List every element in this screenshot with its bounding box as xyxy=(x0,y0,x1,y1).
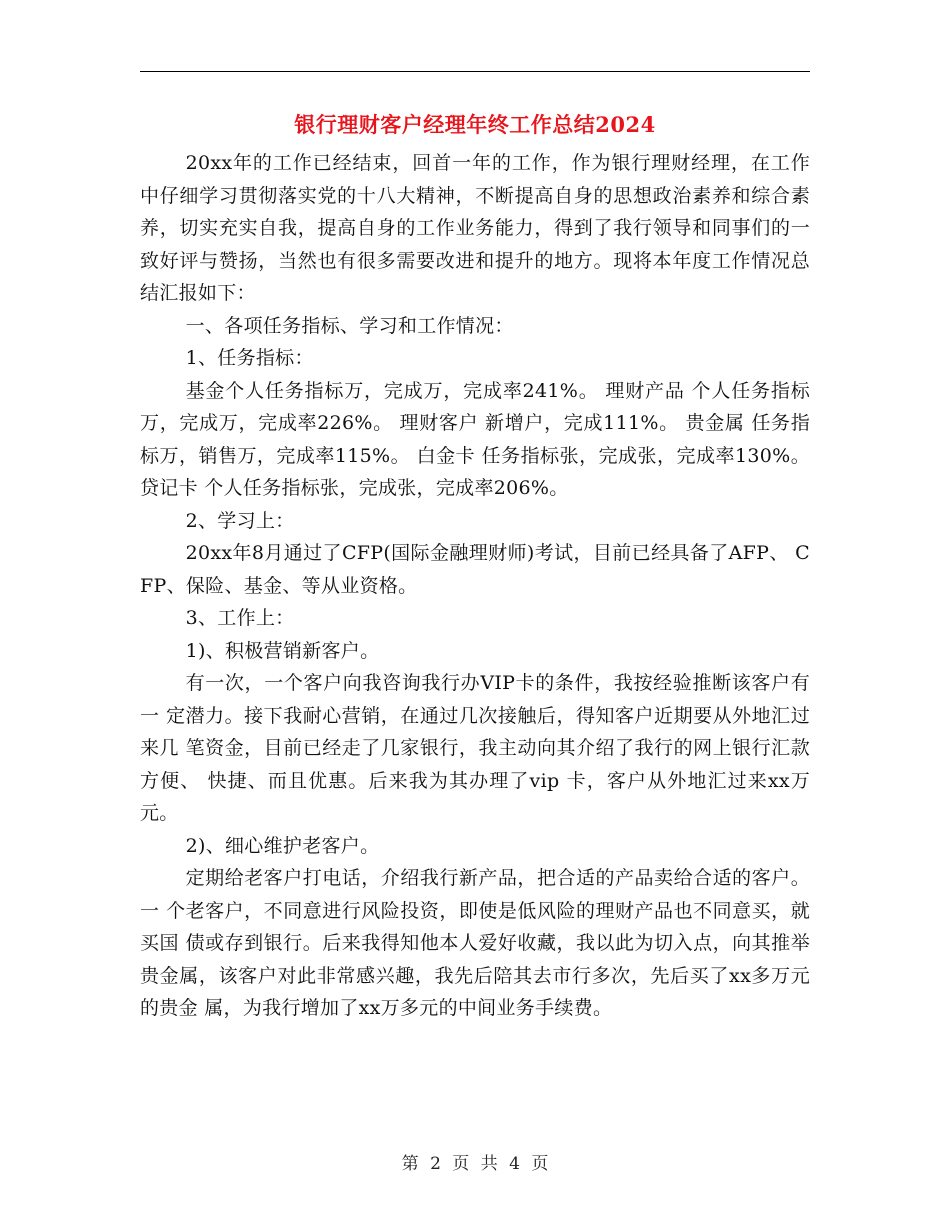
subheading-new-customers: 1)、积极营销新客户。 xyxy=(185,639,380,662)
paragraph-new-customers: 有一次，一个客户向我咨询我行办VIP卡的条件，我按经验推断该客户有一 定潜力。接下我耐心营销，在通过几次接触后，得知客户近期要从外地汇过来几 笔资金，目前已经走了几家银行，我主动向其介绍了我行的网上银行汇款方便、 快捷、而且优惠。后来我为其办理了vip 卡，客户从外地汇过来xx万元。 xyxy=(140,672,810,824)
subheading-old-customers: 2)、细心维护老客户。 xyxy=(185,834,380,857)
paragraph-task-targets: 基金个人任务指标万，完成万，完成率241%。 理财产品 个人任务指标万，完成万，完成率226%。 理财客户 新增户，完成111%。 贵金属 任务指标万，销售万，完成率115%。 白金卡 任务指标张，完成张，完成率130%。贷记卡 个人任务指标张，完成张，完成率206%。 xyxy=(140,379,810,499)
paragraph-old-customers: 定期给老客户打电话，介绍我行新产品，把合适的产品卖给合适的客户。一 个老客户，不同意进行风险投资，即使是低风险的理财产品也不同意买，就买国 债或存到银行。后来我得知他本人爱好收藏，我以此为切入点，向其推举贵金属，该客户对此非常感兴趣，我先后陪其去市行多次，先后买了xx多万元的贵金 属，为我行增加了xx万多元的中间业务手续费。 xyxy=(140,867,810,1019)
subheading-task-targets: 1、任务指标： xyxy=(185,347,314,369)
section-heading: 一、各项任务指标、学习和工作情况： xyxy=(185,314,514,337)
subheading-study: 2、学习上： xyxy=(185,509,295,532)
document-title: 银行理财客户经理年终工作总结2024 xyxy=(294,112,656,137)
page-number: 第 2 页 共 4 页 xyxy=(401,1154,549,1174)
subheading-work: 3、工作上： xyxy=(185,607,295,629)
paragraph-intro: 20xx年的工作已经结束，回首一年的工作，作为银行理财经理，在工作中仔细学习贯彻落实党的十八大精神，不断提高自身的思想政治素养和综合素养，切实充实自我，提高自身的工作业务能力，得到了我行领导和同事们的一致好评与赞扬，当然也有很多需要改进和提升的地方。现将本年度工作情况总结汇报如下： xyxy=(140,152,810,304)
header-rule xyxy=(140,71,810,72)
paragraph-study: 20xx年8月通过了CFP(国际金融理财师)考试，目前已经具备了AFP、 CFP、保险、基金、等从业资格。 xyxy=(140,542,810,597)
document-body xyxy=(140,147,810,1025)
